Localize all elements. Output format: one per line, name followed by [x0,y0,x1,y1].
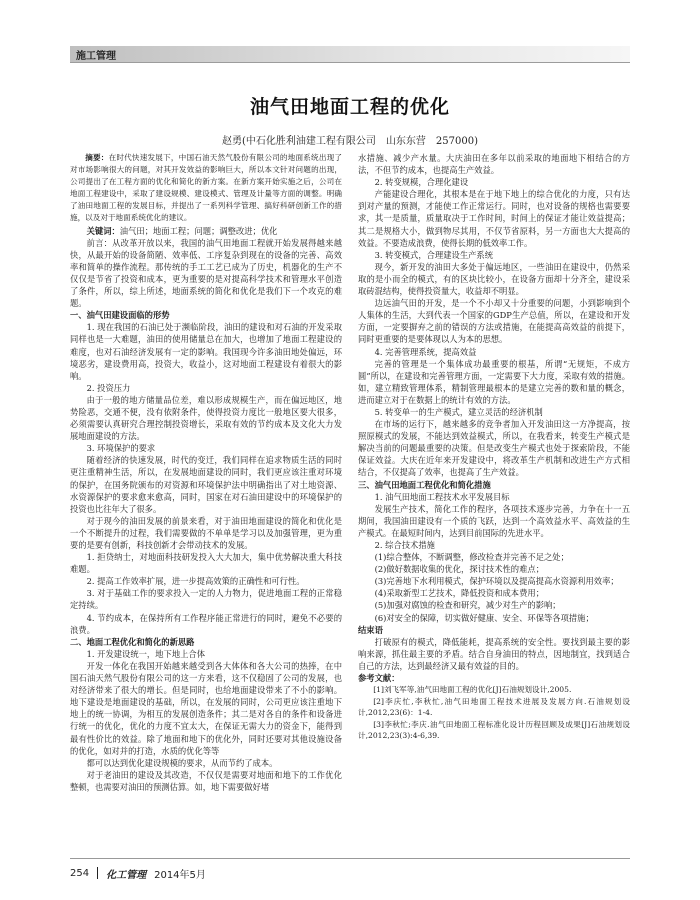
paragraph-text: 发展生产技术，简化工作的程序，各项技术逐步完善，力争在十一五期间，我国油田建设有一个质的飞跃，达到一个高效益水平、高效益的生产模式。在最短时间内，达到目前国际的先进水平。 [358,503,630,538]
paragraph-text: 三、油气田地面工程优化和简化措施 [358,479,491,490]
paragraph-text: 水措施、减少产水量。大庆油田在多年以前采取的地面地下相结合的方法，不但节约成本，也提高生产效益。 [358,153,630,176]
issue-date: 2014年5月 [154,869,206,881]
paragraph [358,636,630,672]
paragraph-text: 前言：从改革开放以来，我国的油气田地面工程就开始发展得越来越快，从最开始的设备简陋、效率低、工序复杂到现在的设备的完善、高效率和简单的操作流程。那传统的手工工艺已成为了历史，机器化的生产不仅仅是节省了投资和成本，更为重要的是对提高科学技术和管理水平创造了条件，所以，综上所述，地面系统的简化和优化是我们下一个攻克的难题。 [70,237,342,309]
footer-separator [97,867,98,879]
paragraph-text: (5)加强对腐蚀的检查和研究，减少对生产的影响； [374,600,561,611]
paragraph-text: (1)综合整体，不断调整，修改检查并完善不足之处； [374,552,569,563]
section-heading [70,636,342,648]
paragraph-text: 对于现今的油田发展的前景来看，对于油田地面建设的简化和优化是一个不断提升的过程，我们需要做的不单单是学习以及加强管理，更为重要的是要有创新，科技创新才会带动技术的发展。 [70,515,342,550]
right-column [358,152,630,842]
paragraph-text: 1. 拒贷纳士，对地面科技研发投入大大加大，集中优势解决重大科技难题。 [70,552,342,575]
paragraph-text: 4. 完善管理系统，提高效益 [374,346,477,357]
section-label: 施工管理 [76,51,116,62]
paragraph-text: 由于一般的地方储量品位差，难以形成规模生产，而在偏远地区，地势险恶，交通不便，没有依附条件，使得投资力度比一般地区要大很多，必须需要认真研究合理控制投资增长，采取有效的节约成本及文化大力发展地面建设的方法。 [70,394,342,442]
paragraph [358,575,630,587]
paragraph [70,454,342,514]
paragraph-text: 随着经济的快速发展，时代的变迁，我们同样在追求物质生活的同时更注重精神生活，所以，在发展地面建设的同时，我们更应该注重对环境的保护，在国务院颁布的对资源和环境保护法中明确指出了对土地资源、水资源保护的要求愈来愈高，同时，国家在对石油田建设中的环境保护的投资也比往年大了很多。 [70,455,342,514]
paragraph-text: 5. 转变单一的生产模式，建立灵活的经济机制 [374,406,543,417]
paragraph [358,188,630,248]
article-author: 赵勇(中石化胜利油建工程有限公司 山东东营 257000) [222,136,478,147]
section-header-bar [70,46,630,63]
reference-item [358,719,630,742]
paragraph-text: 1. 油气田地面工程技术水平发展目标 [374,491,510,502]
paragraph-text: 油气田；地面工程；问题；调整改进；优化 [119,225,278,236]
footer-rule [70,858,630,859]
paragraph [358,176,630,188]
paragraph-text: 边远油气田的开发，是一个不小却又十分重要的问题，小到影响到个人集体的生活，大到代表一个国家的GDP生产总值，所以，在建设和开发方面，一定要摒弃之前的错误的方法或措施，在能提高高效益的前提下，同时更重要的是要体现以人为本的思想。 [358,298,630,345]
paragraph [70,648,342,660]
paragraph [358,539,630,551]
paragraph [70,769,342,793]
subsection-heading [358,624,630,636]
paragraph [358,261,630,297]
paragraph-text: (6)对安全的保障，切实做好健康、安全、环保等各项措施； [374,612,594,623]
paragraph [70,575,342,587]
paragraph-text: 2. 提高工作效率扩展，进一步提高效策的正确性和可行性。 [86,576,305,587]
paragraph [358,418,630,478]
paragraph-text: 在时代快速发展下，中国石油天然气股份有限公司的地面系统出现了对市场影响很大的问题，对其开发效益的影响巨大，所以本文针对问题的出现，公司提出了在工程方面的优化和简化的新方案。在新方案开始实施之后，公司在地面工程建设中，采取了建设规模、建设模式、管理及计量等方面的调整。明确了油田地面工程的发展目标，并提出了一系列科学管理、搞好科研创新工作的措施，以及对于地面系统优化的建议。 [70,153,342,223]
paragraph-text: 2. 综合技术措施 [374,540,435,550]
paragraph-text: 在市场的运行下，越来越多的竞争者加入开发油田这一方净提高，按照原模式的发展，不能达到效益模式，所以，在我看来，转变生产模式是解决当前的问题最重要的决策。但是改变生产模式也处于探索阶段，不能保证效益。大庆在近年来开发建设中，将改革生产机制和改进生产方式相结合，不仅提高了效率，也提高了生产效益。 [358,419,630,478]
reference-item [358,684,630,696]
paragraph-text: (2)做好数据收集的优化，探讨技术性的难点； [374,564,544,575]
paragraph [70,757,342,769]
paragraph [70,237,342,310]
paragraph-text: (4)采取新型工艺技术，降低投资和成本费用； [374,588,544,599]
paragraph [358,563,630,575]
paragraph [358,599,630,611]
paragraph-text: 1. 现在我国的石油已处于濒临阶段，油田的建设和对石油的开发采取同样也是一大难题，油田的使用储量总在加大，也增加了地面工程建设的难度，也对石油经济发展有一定的影响。我国现今许多油田地处偏远，环境恶劣，建设费用高，投资大，收益小，这对地面工程建设有着很大的影响。 [70,322,342,381]
paragraph-text: [1]刘飞军等,油气田地面工程的优化[J]石油规划设计,2005. [373,685,572,695]
paragraph-text: 一、油气田建设面临的形势 [70,310,170,321]
page-footer [70,866,206,880]
paragraph-text: 产能建设合理化，其根本是在于地下地上的综合优化的力度，只有达到对产量的预测，才能使工作正常运行。同时，也对设备的规格也需要要求，其一是质量，质量取决于工作时间，时间上的保证才能让效益提高；其二是规格大小，做到物尽其用，不仅节省原料，另一方面也大大提高的效益。不要造成浪费，使得长期的低效率工作。 [358,189,630,248]
inline-label: 关键词： [86,225,120,236]
paragraph-text: 现今，新开发的油田大多处于偏远地区，一些油田在建设中，仍然采取的是小而全的模式，有的区块比较小，在设备方面却十分齐全，建设采取砖混结构，使得投资量大，收益却不明显。 [358,261,630,297]
subsection-heading [358,672,630,684]
paragraph-text: 对于老油田的建设及其改造，不仅仅是需要对地面和地下的工作优化整顿，也需要对油田的预测估算。如，地下需要做好堵 [70,769,342,792]
paragraph-continued [358,152,630,176]
paragraph [358,249,630,261]
journal-name: 化工管理 [106,869,147,881]
paragraph [358,491,630,503]
abstract [70,152,342,225]
paragraph [358,297,630,345]
paragraph [70,515,342,551]
paragraph [70,587,342,611]
section-heading [70,309,342,321]
paragraph-text: 3. 转变模式，合理建设生产系统 [374,249,494,260]
paragraph [358,406,630,418]
paragraph [358,587,630,599]
paragraph [358,358,630,406]
paragraph [70,612,342,636]
paragraph-text: 1. 开发建设统一，地下地上合体 [86,648,206,659]
paragraph-text: [2]李庆忙,李秋忙,油气田地面工程技术进展及发展方向.石油规划设计,2012,23(6)：1-4. [358,696,630,718]
paragraph [70,382,342,394]
reference-item [358,696,630,719]
paragraph-text: (3)完善地下水利用模式，保护环境以及提高提高水资源利用效率； [374,576,619,587]
paragraph [70,394,342,442]
paragraph-text: 都可以达到优化建设规模的要求，从而节约了成本。 [86,757,278,768]
inline-label: 摘要： [85,153,109,162]
paragraph-text: 3. 环境保护的要求 [86,443,156,454]
paragraph [70,551,342,575]
paragraph-text: 结束语 [358,624,383,635]
page-number: 254 [70,867,90,879]
paragraph-text: 开发一体化在我国开始越来越受到各大体体和各大公司的热捧，在中国石油天然气股份有限公司的这一方来看，这不仅稳固了公司的发展，也对经济带来了很大的增长。但是同时，也给地面建设带来了不小的影响。地下建设是地面建设的基础，所以，在发展的同时，公司更应该注重地下地上的统一协调，为相互的发展创造条件；其二是对各自的条件和设备进行统一的优化，优化的力度不宜太大，在保证无需大力的资金下，能得到最有性价比的效益。除了地面和地下的优化外，同时还要对其他设施设备的优化，如对并的打造，水质的优化等等 [70,660,342,756]
paragraph [70,321,342,381]
paragraph [70,442,342,454]
paragraph [358,346,630,358]
paragraph-text: 3. 对于基础工作的要求投入一定的人力物力，促进地面工程的正常稳定持续。 [70,588,342,611]
paragraph-text: 二、地面工程优化和简化的新思路 [70,636,195,647]
article-title: 油气田地面工程的优化 [249,96,450,118]
paragraph [358,551,630,563]
section-heading [358,479,630,491]
paragraph-text: 2. 转变规模，合理化建设 [374,177,469,188]
paragraph-text: 2. 投资压力 [86,382,131,393]
paragraph-text: 完善的管理是一个集体成功最重要的根基，所谓“无规矩，不成方圆”所以，在建设和完善管理方面，一定需要下大力度，采取有效的措施。如，建立精致管理体系，精制管理最根本的是建立完善的数和量的概念，进而建立对于在数据上的统计有效的方法。 [358,358,630,405]
paragraph [358,503,630,539]
paragraph [358,612,630,624]
paragraph-text: 参考文献： [358,673,400,684]
paragraph-text: 打破原有的模式，降低能耗，提高系统的安全性。要找到最主要的影响来源，抓住最主要的矛盾。结合自身油田的特点，因地制宜，找到适合自己的方法，达到最经济又最有效益的目的。 [358,636,630,671]
left-column [70,152,342,842]
paragraph-text: [3]李秋忙;李庆.油气田地面工程标准化设计历程回顾及成果[J]石油规划设计,2012,23(3):4-6,39. [358,719,630,741]
paragraph [70,660,342,757]
paragraph-text: 4. 节约成本，在保持所有工作程序能正常进行的同时，避免不必要的浪费。 [70,612,342,635]
paragraph [70,225,342,237]
